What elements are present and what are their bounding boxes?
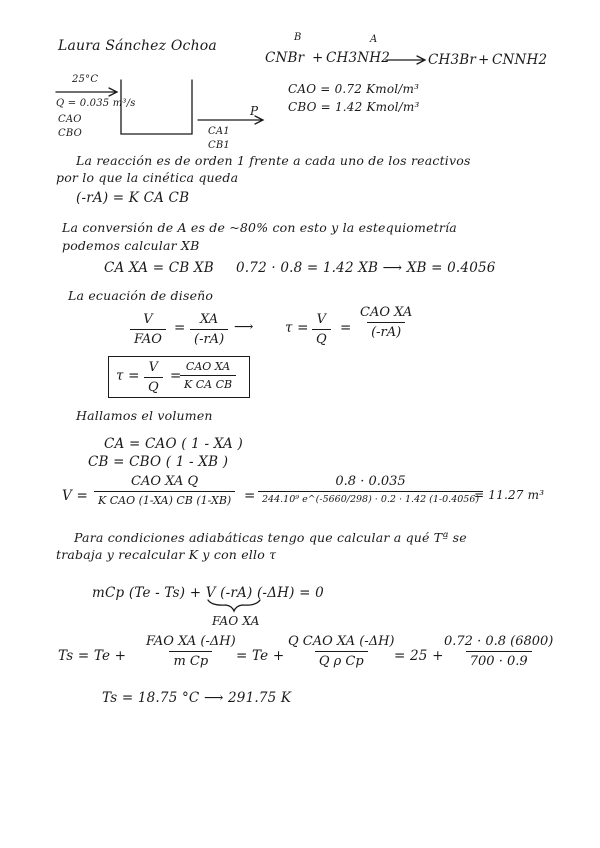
ca-expression: CA = CAO ( 1 - XA ) — [104, 436, 243, 452]
boxed-tau: τ = — [116, 368, 140, 384]
outlet-cb: CB1 — [208, 140, 230, 151]
rate-intro-line-2: por lo que la cinética queda — [56, 170, 239, 185]
cb-expression: CB = CBO ( 1 - XB ) — [88, 454, 229, 470]
reactant-a-label: A — [370, 34, 378, 45]
boxed-den-1: Q — [144, 377, 163, 395]
volume-label: V = — [62, 488, 88, 504]
tau-num: V — [316, 312, 327, 327]
ts-num-3: 0.72 · 0.8 (6800) — [444, 634, 554, 649]
ts-den-1: m Cp — [169, 651, 212, 669]
design-lhs-den: FAO — [130, 329, 166, 347]
outlet-arrow — [198, 116, 263, 124]
design-equation-heading: La ecuación de diseño — [68, 288, 214, 303]
equals-sign-2: = — [340, 320, 352, 336]
volume-equals: = — [244, 488, 256, 504]
tau-rhs-num: CAO XA — [360, 305, 413, 320]
inlet-flow: Q = 0.035 m³/s — [56, 98, 136, 109]
outlet-arrow-label: P — [250, 104, 259, 118]
energy-underbrace — [208, 600, 260, 611]
stoichiometry-left: CA XA = CB XB — [104, 260, 214, 276]
cbo-value: CBO = 1.42 Kmol/m³ — [288, 100, 420, 114]
ts-den-2: Q ρ Cp — [315, 651, 368, 669]
inlet-temperature: 25°C — [72, 74, 99, 85]
rate-law: (-rA) = K CA CB — [76, 190, 190, 206]
rate-intro-line-1: La reacción es de orden 1 frente a cada uno de los reactivos — [76, 153, 471, 168]
reactant-b-label: B — [294, 32, 302, 43]
tau-lhs: τ = — [285, 320, 309, 336]
ts-mid: = Te + — [236, 648, 285, 664]
volume-num-2: 0.8 · 0.035 — [335, 474, 406, 489]
conversion-line-1: La conversión de A es de ~80% con esto y la estequiometría — [62, 220, 457, 235]
ts-value-prefix: = 25 + — [394, 648, 444, 664]
boxed-num-1: V — [148, 360, 159, 375]
volume-num-1: CAO XA Q — [131, 474, 199, 489]
boxed-equals: = — [170, 368, 182, 384]
volume-den-2: 244.10⁹ e^(-5660/298) · 0.2 · 1.42 (1-0.4056) — [258, 491, 483, 505]
tau-den: Q — [312, 329, 331, 347]
ts-num-2: Q CAO XA (-ΔH) — [288, 634, 395, 649]
volume-heading: Hallamos el volumen — [76, 408, 213, 423]
reactant-b: CNBr — [265, 50, 305, 66]
boxed-den-2: K CA CB — [180, 375, 236, 391]
reactant-a: CH3NH2 — [326, 50, 391, 66]
volume-den-1: K CAO (1-XA) CB (1-XB) — [94, 491, 235, 507]
ts-num-1: FAO XA (-ΔH) — [146, 634, 236, 649]
ts-result: Ts = 18.75 °C ⟶ 291.75 K — [102, 690, 292, 706]
conversion-line-2: podemos calcular XB — [62, 238, 200, 253]
design-lhs-num: V — [143, 312, 153, 327]
energy-balance-sub: FAO XA — [212, 614, 260, 628]
outlet-ca: CA1 — [208, 126, 230, 137]
adiabatic-line-1: Para condiciones adiabáticas tengo que calcular a qué Tª se — [74, 530, 467, 545]
adiabatic-line-2: trabaja y recalcular K y con ello τ — [56, 547, 277, 562]
energy-balance: mCp (Te - Ts) + V (-rA) (-ΔH) = 0 — [92, 585, 324, 601]
product-2: CNNH2 — [492, 52, 548, 68]
inlet-arrow — [56, 88, 117, 96]
volume-result: = 11.27 m³ — [474, 488, 545, 502]
tau-rhs-den: (-rA) — [367, 322, 405, 340]
boxed-num-2: CAO XA — [185, 360, 231, 373]
stoichiometry-right: 0.72 · 0.8 = 1.42 XB ⟶ XB = 0.4056 — [236, 260, 496, 276]
implies-arrow: ⟶ — [234, 319, 254, 335]
inlet-cbo: CBO — [58, 128, 82, 139]
reactor-vessel — [121, 80, 192, 134]
author-name: Laura Sánchez Ochoa — [58, 38, 217, 54]
product-1: CH3Br — [428, 52, 477, 68]
design-mid-num: XA — [199, 312, 219, 327]
design-mid-den: (-rA) — [190, 329, 228, 347]
plus-sign-1: + — [312, 50, 324, 66]
inlet-cao: CAO — [58, 114, 82, 125]
plus-sign-2: + — [478, 52, 490, 68]
ts-den-3: 700 · 0.9 — [466, 651, 532, 669]
cao-value: CAO = 0.72 Kmol/m³ — [288, 82, 420, 96]
reaction-arrow — [386, 56, 425, 64]
equals-sign-1: = — [174, 320, 186, 336]
ts-label: Ts = Te + — [58, 648, 127, 664]
